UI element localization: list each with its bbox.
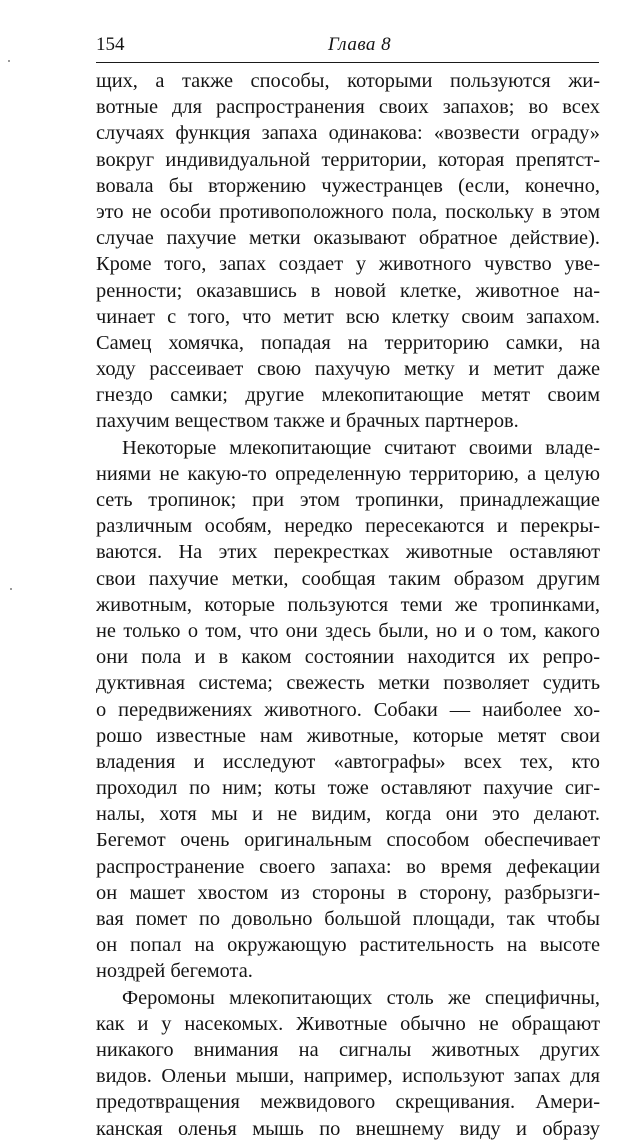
text-line: Самец хомячка, попадая на территорию самки, на: [96, 331, 600, 354]
text-line: животным, которые пользуются теми же тропинками,: [96, 593, 600, 616]
text-line: владения и исследуют «автографы» всех тех, кто: [96, 750, 600, 773]
text-line: щих, а также способы, которыми пользуются жи-: [96, 70, 600, 92]
text-line: никакого внимания на сигналы животных других: [96, 1038, 600, 1061]
text-line: Некоторые млекопитающие считают своими владе-: [122, 436, 600, 459]
text-line: он машет хвостом из стороны в сторону, разбрызги-: [96, 881, 600, 904]
text-line: ноздрей бегемота.: [96, 960, 253, 983]
text-line: вая помет по довольно большой площади, так чтобы: [96, 908, 600, 930]
text-line: вокруг индивидуальной территории, которая препятст-: [96, 148, 600, 171]
scan-speck: [10, 588, 12, 590]
running-header: [96, 34, 600, 58]
text-line: пахучим веществом также и брачных партнеров.: [96, 410, 519, 433]
text-line: ренности; оказавшись в новой клетке, животное на-: [96, 279, 600, 302]
text-line: предотвращения межвидового скрещивания. Амери-: [96, 1091, 600, 1114]
text-line: не только о том, что они здесь были, но и о том, какого: [96, 619, 600, 642]
text-line: Кроме того, запах создает у животного чувство уве-: [96, 253, 600, 276]
text-line: вотные для распространения своих запахов; во всех: [96, 96, 600, 119]
page-number: 154: [96, 34, 125, 55]
text-line: канская оленья мышь по внешнему виду и образу: [96, 1117, 600, 1140]
text-line: ходу рассеивает свою пахучую метку и метит даже: [96, 358, 600, 381]
text-line: налы, хотя мы и не видим, когда они это делают.: [96, 803, 600, 826]
text-line: гнездо самки; другие млекопитающие метят своим: [96, 384, 600, 407]
text-line: о передвижениях животного. Собаки — наиболее хо-: [96, 698, 600, 721]
text-line: Феромоны млекопитающих столь же специфичны,: [122, 986, 600, 1009]
text-line: Бегемот очень оригинальным способом обеспечивает: [96, 829, 600, 852]
text-line: вовала бы вторжению чужестранцев (если, конечно,: [96, 174, 600, 197]
text-line: проходил по ним; коты тоже оставляют пахучие сиг-: [96, 777, 600, 800]
text-line: чинает с того, что метит всю клетку своим запахом.: [96, 305, 600, 328]
header-rule: [96, 62, 599, 63]
text-line: он попал на окружающую растительность на высоте: [96, 934, 600, 957]
text-line: сеть тропинок; при этом тропинки, принадлежащие: [96, 489, 600, 511]
text-line: свои пахучие метки, сообщая таким образом другим: [96, 567, 600, 590]
text-line: распространение своего запаха: во время дефекации: [96, 855, 600, 878]
text-line: они пола и в каком состоянии находится их репро-: [96, 646, 600, 669]
scan-speck: [8, 60, 10, 62]
chapter-title: Глава 8: [328, 34, 392, 55]
text-line: ниями не какую-то определенную территорию, а целую: [96, 462, 600, 485]
text-line: как и у насекомых. Животные обычно не обращают: [96, 1012, 600, 1035]
paragraph: [96, 68, 600, 435]
text-line: это не особи противоположного пола, поскольку в этом: [96, 200, 600, 223]
text-line: случае пахучие метки оказывают обратное действие).: [96, 227, 600, 250]
text-line: различным особям, нередко пересекаются и перекры-: [96, 515, 600, 538]
text-line: дуктивная система; свежесть метки позволяет судить: [96, 672, 600, 695]
paragraph: [96, 985, 600, 1142]
text-line: видов. Оленьи мыши, например, используют запах для: [96, 1065, 600, 1088]
body-text: [96, 68, 600, 1142]
text-line: рошо известные нам животные, которые метят свои: [96, 724, 600, 747]
text-line: случаях функция запаха одинакова: «возвести ограду»: [96, 122, 600, 145]
paragraph: [96, 435, 600, 985]
text-line: ваются. На этих перекрестках животные оставляют: [96, 541, 600, 564]
